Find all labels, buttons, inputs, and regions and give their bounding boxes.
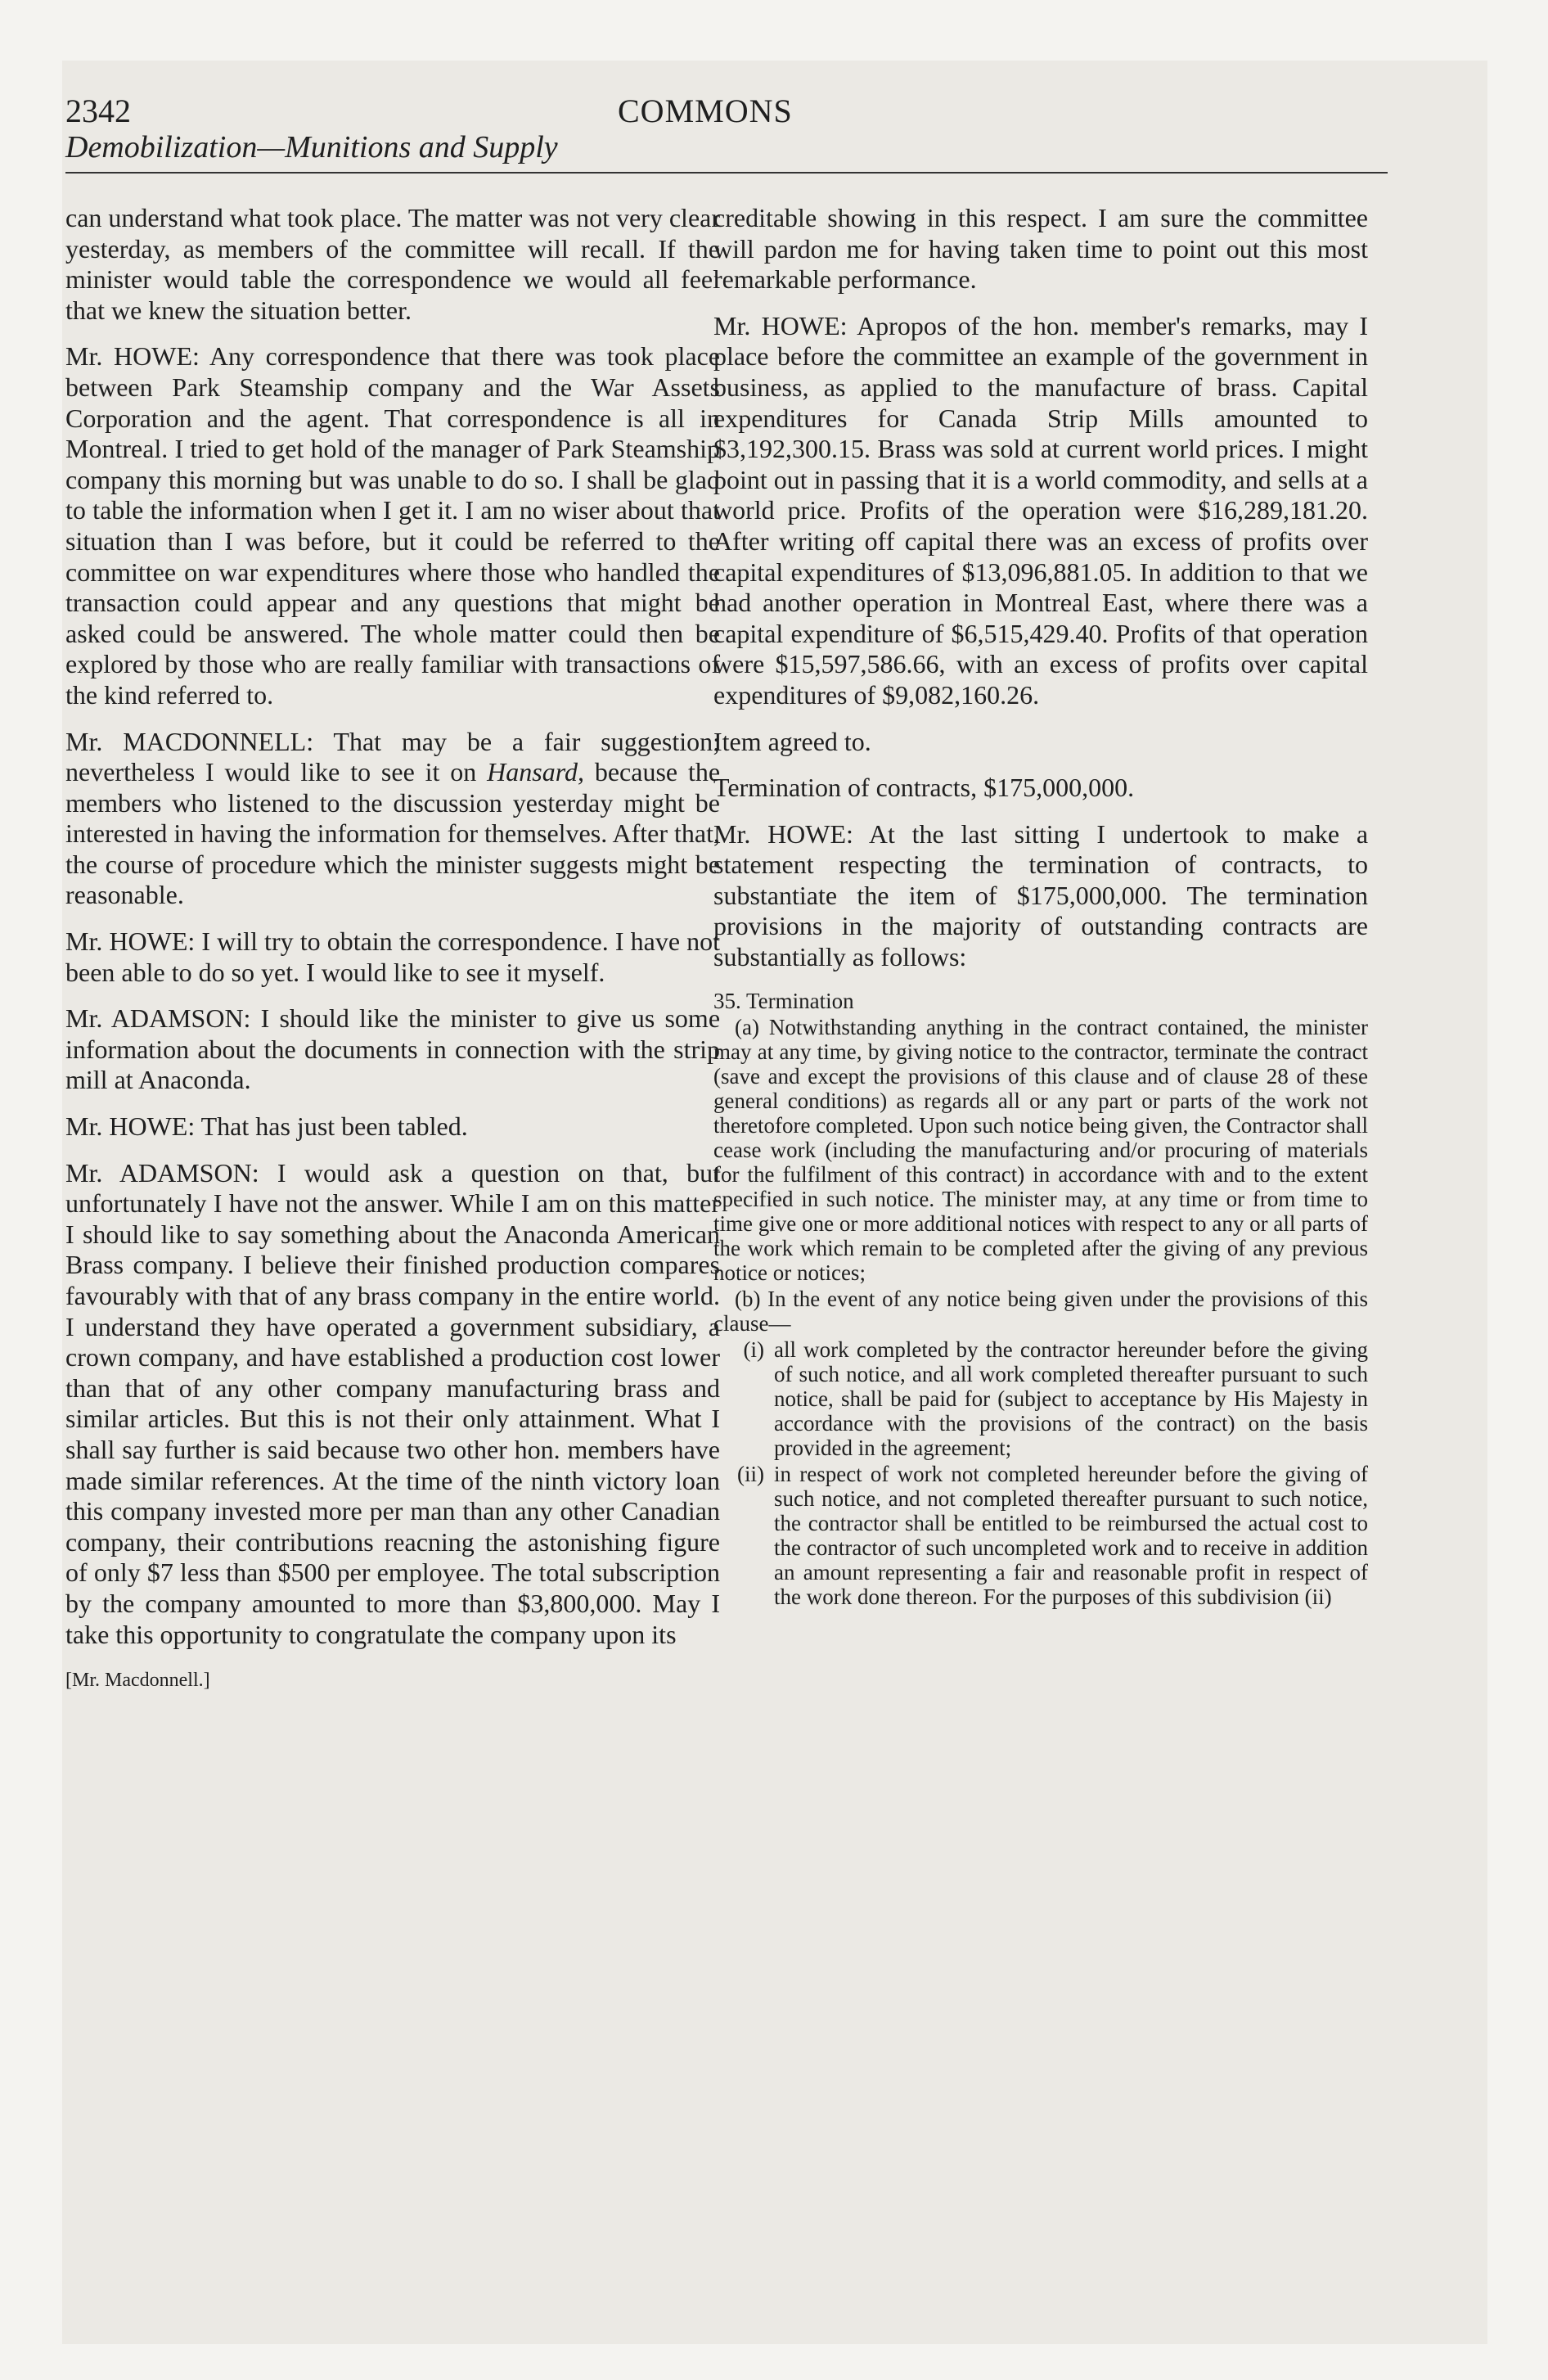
subitem-text: all work completed by the contractor hereunder before the giving of such notice, and all work completed thereafter pursuant to such notice, shall be paid for (subject to acceptance by His Majesty in accordance with the provisions of the contract) on the basis provided in the agreement; — [774, 1336, 1368, 1460]
speaker-signature: [Mr. Macdonnell.] — [65, 1670, 210, 1692]
subitem-text: in respect of work not completed hereunder before the giving of such notice, and not completed thereafter pursuant to such notice, the contractor shall be entitled to be reimbursed the actual cost to the contractor of such uncompleted work and to receive in addition an amount representing a fair and reasonable profit in respect of the work done thereon. For the purposes of this subdivision (ii) — [774, 1461, 1368, 1609]
termination-heading: Termination of contracts, $175,000,000. — [713, 773, 1135, 803]
italic-text: Hansard, — [487, 757, 584, 787]
paragraph-text: I should like the minister to give us some information about the documents in connection with the strip mill at Anaconda. — [65, 1003, 721, 1095]
clause-block — [713, 989, 1368, 1609]
running-title: COMMONS — [618, 92, 793, 129]
paragraph-text: creditable showing in this respect. I am sure the committee will pardon me for having taken time to point out this most remarkable performance. — [713, 203, 1368, 295]
paragraph — [65, 1003, 720, 1096]
paragraph-text: because the members who listened to the discussion yesterday might be interested in having the information for themselves. After that, the course of procedure which the minister suggests might be reasonable. — [65, 757, 721, 910]
paragraph — [65, 727, 720, 912]
paragraph — [713, 819, 1368, 973]
paragraph-text: Apropos of the hon. member's remarks, may I place before the committee an example of the government in business, as applied to the manufacture of brass. Capital expenditures for Canada Strip Mills amounted to $3,192,300.15. Brass was sold at current world prices. I might point out in passing that it is a world commodity, and sells at a world price. Profits of the operation were $16,289,181.20. After writing off capital there was an excess of profits over capital expenditures of $13,096,881.05. In addition to that we had another operation in Montreal East, where there was a capital expenditure of $6,515,429.40. Profits of that operation were $15,597,586.66, with an excess of profits over capital expenditures of $9,082,160.26. — [713, 310, 1369, 710]
paragraph-text: That may be a fair suggestion; nevertheless I would like to see it on — [65, 726, 721, 787]
clause-subitem — [713, 1462, 1368, 1609]
clause-paragraph: (a) Notwithstanding anything in the contract contained, the minister may at any time, by giving notice to the contractor, terminate the contract (save and except the provisions of this clause and of clause 28 of these general conditions) as regards all or any part or parts of the work not theretofore completed. Upon such notice being given, the Contractor shall cease work (including the manufacturing and/or procuring of materials for the fulfilment of this contract) in accordance with and to the extent specified in such notice. The minister may, at any time or from time to time give one or more additional notices with respect to any or all parts of the work which remain to be completed after the giving of any previous notice or notices; — [713, 1014, 1369, 1285]
paragraph-text: can understand what took place. The matter was not very clear yesterday, as members of the committee will recall. If the minister would table the correspondence we would all feel that we knew the situation better. — [65, 203, 720, 325]
paragraph-text: Any correspondence that there was took place between Park Steamship company and the War Assets Corporation and the agent. That correspondence is all in Montreal. I tried to get hold of the manager of Park Steamship company this morning but was unable to do so. I shall be glad to table the information when I get it. I am no wiser about that situation than I was before, but it could be referred to the committee on war expenditures where those who handled the transaction could appear and any questions that might be asked could be answered. The whole matter could then be explored by those who are really familiar with transactions of the kind referred to. — [65, 341, 721, 710]
paragraph — [713, 203, 1368, 295]
paragraph-text: That has just been tabled. — [200, 1111, 468, 1142]
speaker-name: Mr. HOWE: — [65, 1111, 196, 1142]
speaker-name: Mr. ADAMSON: — [65, 1157, 259, 1188]
paragraph — [65, 203, 720, 326]
paragraph — [65, 926, 720, 988]
paragraph — [65, 341, 720, 710]
speaker-name: Mr. ADAMSON: — [65, 1003, 251, 1034]
clause-paragraph: (b) In the event of any notice being given under the provisions of this clause— — [713, 1286, 1368, 1336]
subitem-number: (i) — [743, 1336, 764, 1362]
paragraph-text: I would ask a question on that, but unfortunately I have not the answer. While I am on this matter I should like to say something about the Anaconda American Brass company. I believe their finished production compares favourably with that of any brass company in the entire world. I understand they have operated a government subsidiary, a crown company, and have established a production cost lower than that of any other company manufacturing brass and similar articles. But this is not their only attainment. What I shall say further is said because two other hon. members have made similar references. At the time of the ninth victory loan this company invested more per man than any other Canadian company, their contributions reacning the astonishing figure of only $7 less than $500 per employee. The total subscription by the company amounted to more than $3,800,000. May I take this opportunity to congratulate the company upon its — [65, 1157, 721, 1649]
paragraph — [65, 1158, 720, 1651]
speaker-name: Mr. MACDONNELL: — [65, 726, 314, 756]
right-column — [713, 203, 1368, 1611]
clause-title: 35. Termination — [713, 988, 854, 1013]
speaker-name: Mr. HOWE: — [713, 818, 853, 849]
speaker-name: Mr. HOWE: — [713, 310, 848, 340]
paragraph-text: I will try to obtain the correspondence. I have not been able to do so yet. I would like to see it myself. — [65, 926, 721, 987]
header-rule — [65, 172, 1388, 174]
page-number: 2342 — [65, 92, 131, 129]
speaker-name: Mr. HOWE: — [65, 926, 196, 957]
paragraph — [65, 1111, 720, 1143]
clause-subitem — [713, 1337, 1368, 1460]
left-column — [65, 203, 720, 1697]
item-agreed: Item agreed to. — [713, 726, 871, 756]
paragraph-text: At the last sitting I undertook to make a statement respecting the termination of contracts, to substantiate the item of $175,000,000. The termination provisions in the majority of outstanding contracts are substantially as follows: — [713, 818, 1369, 972]
speaker-name: Mr. HOWE: — [65, 341, 200, 372]
subitem-number: (ii) — [737, 1461, 764, 1486]
paragraph — [713, 311, 1368, 711]
section-heading: Demobilization—Munitions and Supply — [65, 130, 558, 165]
